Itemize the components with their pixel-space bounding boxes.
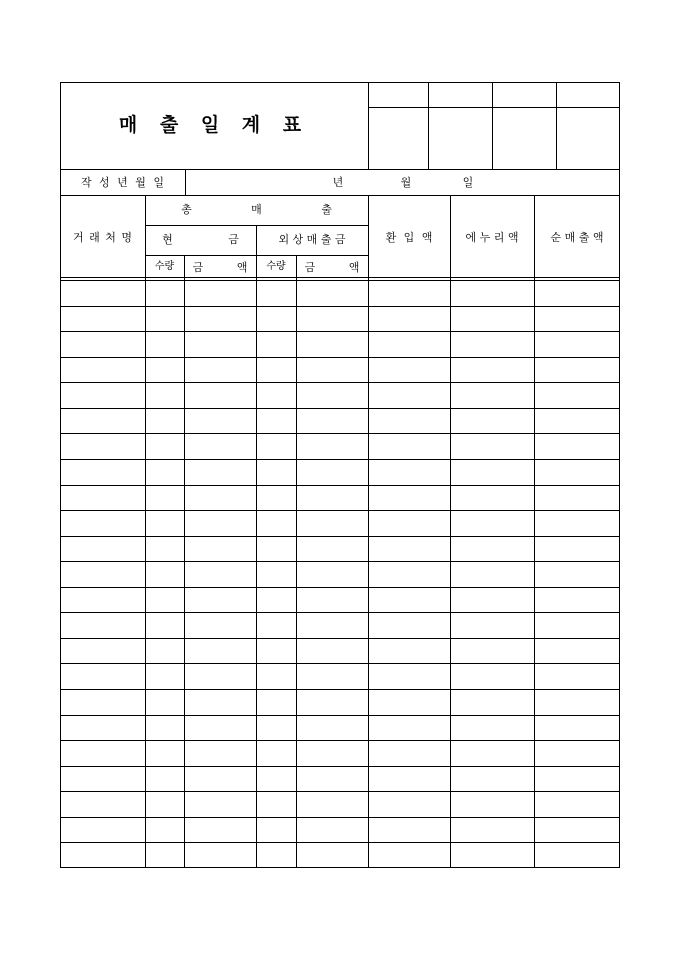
row-cell-returns[interactable] xyxy=(369,562,450,587)
row-cell-allowances[interactable] xyxy=(451,818,534,843)
row-cell-allowances[interactable] xyxy=(451,690,534,715)
row-cell-qty-cash[interactable] xyxy=(146,716,184,741)
approval-label-cell-2[interactable] xyxy=(429,82,491,107)
row-cell-returns[interactable] xyxy=(369,332,450,357)
row-cell-amount-cash[interactable] xyxy=(185,792,256,817)
row-cell-allowances[interactable] xyxy=(451,383,534,408)
row-cell-returns[interactable] xyxy=(369,741,450,766)
date-label: 작 성 년 월 일 xyxy=(80,176,165,189)
row-cell-amount-credit[interactable] xyxy=(297,409,368,434)
row-cell-amount-credit[interactable] xyxy=(297,332,368,357)
row-cell-client[interactable] xyxy=(61,664,145,689)
row-cell-client[interactable] xyxy=(61,460,145,485)
row-cell-amount-cash[interactable] xyxy=(185,537,256,562)
row-cell-amount-cash[interactable] xyxy=(185,281,256,306)
row-cell-qty-credit[interactable] xyxy=(257,792,296,817)
row-cell-net-sales[interactable] xyxy=(535,307,620,332)
row-cell-returns[interactable] xyxy=(369,818,450,843)
row-cell-returns[interactable] xyxy=(369,307,450,332)
row-cell-qty-credit[interactable] xyxy=(257,664,296,689)
row-cell-returns[interactable] xyxy=(369,664,450,689)
row-cell-allowances[interactable] xyxy=(451,358,534,383)
row-cell-client[interactable] xyxy=(61,588,145,613)
row-cell-net-sales[interactable] xyxy=(535,741,620,766)
row-cell-qty-cash[interactable] xyxy=(146,562,184,587)
row-cell-amount-credit[interactable] xyxy=(297,792,368,817)
row-cell-amount-credit[interactable] xyxy=(297,588,368,613)
row-cell-amount-credit[interactable] xyxy=(297,843,368,868)
row-cell-client[interactable] xyxy=(61,332,145,357)
row-cell-client[interactable] xyxy=(61,434,145,459)
row-cell-returns[interactable] xyxy=(369,639,450,664)
row-cell-net-sales[interactable] xyxy=(535,332,620,357)
row-cell-qty-credit[interactable] xyxy=(257,588,296,613)
row-cell-qty-cash[interactable] xyxy=(146,460,184,485)
approval-sign-cell-4[interactable] xyxy=(557,108,619,168)
row-cell-net-sales[interactable] xyxy=(535,664,620,689)
row-cell-allowances[interactable] xyxy=(451,486,534,511)
row-cell-allowances[interactable] xyxy=(451,716,534,741)
row-cell-allowances[interactable] xyxy=(451,588,534,613)
row-cell-amount-cash[interactable] xyxy=(185,332,256,357)
header-credit-sales: 외 상 매 출 금 xyxy=(278,233,346,246)
row-cell-qty-credit[interactable] xyxy=(257,843,296,868)
row-cell-amount-credit[interactable] xyxy=(297,741,368,766)
row-cell-qty-credit[interactable] xyxy=(257,716,296,741)
row-cell-allowances[interactable] xyxy=(451,613,534,638)
row-cell-qty-credit[interactable] xyxy=(257,562,296,587)
row-cell-client[interactable] xyxy=(61,307,145,332)
row-cell-amount-cash[interactable] xyxy=(185,409,256,434)
row-cell-qty-credit[interactable] xyxy=(257,818,296,843)
sales-daily-report-form xyxy=(60,82,620,868)
row-cell-amount-cash[interactable] xyxy=(185,307,256,332)
row-cell-returns[interactable] xyxy=(369,716,450,741)
row-cell-net-sales[interactable] xyxy=(535,613,620,638)
row-cell-amount-credit[interactable] xyxy=(297,537,368,562)
date-day-unit: 일 xyxy=(462,176,474,189)
row-cell-net-sales[interactable] xyxy=(535,383,620,408)
row-cell-allowances[interactable] xyxy=(451,664,534,689)
row-cell-qty-credit[interactable] xyxy=(257,460,296,485)
row-cell-client[interactable] xyxy=(61,716,145,741)
row-cell-amount-credit[interactable] xyxy=(297,281,368,306)
row-cell-returns[interactable] xyxy=(369,281,450,306)
row-cell-net-sales[interactable] xyxy=(535,537,620,562)
row-cell-allowances[interactable] xyxy=(451,434,534,459)
row-cell-amount-cash[interactable] xyxy=(185,358,256,383)
row-cell-allowances[interactable] xyxy=(451,639,534,664)
total-sales-underline xyxy=(145,225,368,226)
row-cell-allowances[interactable] xyxy=(451,460,534,485)
row-cell-amount-cash[interactable] xyxy=(185,664,256,689)
row-cell-returns[interactable] xyxy=(369,511,450,536)
row-cell-net-sales[interactable] xyxy=(535,716,620,741)
row-cell-net-sales[interactable] xyxy=(535,434,620,459)
approval-label-cell-3[interactable] xyxy=(493,82,555,107)
cash-credit-underline xyxy=(145,255,368,256)
row-cell-qty-cash[interactable] xyxy=(146,537,184,562)
approval-sign-cell-3[interactable] xyxy=(493,108,555,168)
row-cell-allowances[interactable] xyxy=(451,741,534,766)
row-cell-client[interactable] xyxy=(61,511,145,536)
row-cell-qty-cash[interactable] xyxy=(146,843,184,868)
row-cell-client[interactable] xyxy=(61,792,145,817)
header-amount-credit: 금 액 xyxy=(304,261,360,274)
row-cell-allowances[interactable] xyxy=(451,332,534,357)
row-cell-allowances[interactable] xyxy=(451,281,534,306)
row-cell-client[interactable] xyxy=(61,639,145,664)
row-cell-net-sales[interactable] xyxy=(535,358,620,383)
row-cell-amount-credit[interactable] xyxy=(297,511,368,536)
row-cell-amount-cash[interactable] xyxy=(185,843,256,868)
row-cell-amount-credit[interactable] xyxy=(297,358,368,383)
header-qty-credit: 수량 xyxy=(266,261,286,272)
row-cell-qty-cash[interactable] xyxy=(146,486,184,511)
row-cell-net-sales[interactable] xyxy=(535,690,620,715)
row-cell-allowances[interactable] xyxy=(451,307,534,332)
row-cell-client[interactable] xyxy=(61,281,145,306)
row-cell-qty-cash[interactable] xyxy=(146,588,184,613)
header-bottom-line-1 xyxy=(60,277,620,278)
row-cell-client[interactable] xyxy=(61,409,145,434)
row-cell-returns[interactable] xyxy=(369,537,450,562)
row-cell-returns[interactable] xyxy=(369,409,450,434)
row-cell-qty-cash[interactable] xyxy=(146,281,184,306)
row-cell-returns[interactable] xyxy=(369,690,450,715)
row-cell-amount-cash[interactable] xyxy=(185,818,256,843)
row-cell-amount-credit[interactable] xyxy=(297,562,368,587)
row-cell-amount-credit[interactable] xyxy=(297,613,368,638)
row-cell-net-sales[interactable] xyxy=(535,843,620,868)
row-cell-qty-cash[interactable] xyxy=(146,613,184,638)
row-cell-client[interactable] xyxy=(61,562,145,587)
approval-sign-cell-2[interactable] xyxy=(429,108,491,168)
row-cell-qty-cash[interactable] xyxy=(146,383,184,408)
row-cell-client[interactable] xyxy=(61,741,145,766)
row-cell-amount-cash[interactable] xyxy=(185,639,256,664)
approval-sign-cell-1[interactable] xyxy=(369,108,427,168)
row-cell-qty-cash[interactable] xyxy=(146,511,184,536)
row-cell-net-sales[interactable] xyxy=(535,562,620,587)
date-year-unit: 년 xyxy=(332,176,344,189)
row-cell-client[interactable] xyxy=(61,690,145,715)
row-cell-net-sales[interactable] xyxy=(535,511,620,536)
row-cell-amount-cash[interactable] xyxy=(185,767,256,792)
row-cell-client[interactable] xyxy=(61,818,145,843)
row-cell-qty-credit[interactable] xyxy=(257,332,296,357)
row-cell-qty-credit[interactable] xyxy=(257,409,296,434)
approval-label-cell-4[interactable] xyxy=(557,82,619,107)
header-allowances: 에 누 리 액 xyxy=(465,231,519,244)
row-cell-client[interactable] xyxy=(61,767,145,792)
row-cell-qty-cash[interactable] xyxy=(146,741,184,766)
row-cell-net-sales[interactable] xyxy=(535,792,620,817)
row-cell-amount-cash[interactable] xyxy=(185,460,256,485)
row-cell-client[interactable] xyxy=(61,613,145,638)
row-cell-amount-cash[interactable] xyxy=(185,741,256,766)
row-cell-returns[interactable] xyxy=(369,792,450,817)
row-cell-allowances[interactable] xyxy=(451,562,534,587)
row-cell-net-sales[interactable] xyxy=(535,409,620,434)
row-cell-allowances[interactable] xyxy=(451,792,534,817)
row-cell-returns[interactable] xyxy=(369,613,450,638)
row-cell-amount-cash[interactable] xyxy=(185,486,256,511)
row-cell-amount-credit[interactable] xyxy=(297,818,368,843)
row-cell-returns[interactable] xyxy=(369,588,450,613)
row-cell-qty-credit[interactable] xyxy=(257,741,296,766)
row-cell-amount-credit[interactable] xyxy=(297,639,368,664)
row-cell-amount-cash[interactable] xyxy=(185,562,256,587)
row-cell-returns[interactable] xyxy=(369,486,450,511)
row-cell-amount-cash[interactable] xyxy=(185,588,256,613)
row-cell-returns[interactable] xyxy=(369,843,450,868)
row-cell-net-sales[interactable] xyxy=(535,281,620,306)
row-cell-net-sales[interactable] xyxy=(535,588,620,613)
row-cell-returns[interactable] xyxy=(369,358,450,383)
row-cell-amount-credit[interactable] xyxy=(297,383,368,408)
row-cell-qty-cash[interactable] xyxy=(146,690,184,715)
approval-label-cell-1[interactable] xyxy=(369,82,427,107)
row-cell-amount-cash[interactable] xyxy=(185,690,256,715)
row-cell-allowances[interactable] xyxy=(451,511,534,536)
form-title: 매 출 일 계 표 xyxy=(118,114,310,136)
row-cell-amount-credit[interactable] xyxy=(297,690,368,715)
row-cell-client[interactable] xyxy=(61,358,145,383)
row-cell-allowances[interactable] xyxy=(451,537,534,562)
row-cell-client[interactable] xyxy=(61,486,145,511)
row-cell-amount-credit[interactable] xyxy=(297,486,368,511)
row-cell-qty-credit[interactable] xyxy=(257,537,296,562)
row-cell-client[interactable] xyxy=(61,537,145,562)
row-cell-returns[interactable] xyxy=(369,434,450,459)
row-cell-qty-cash[interactable] xyxy=(146,639,184,664)
row-cell-qty-credit[interactable] xyxy=(257,690,296,715)
row-cell-qty-cash[interactable] xyxy=(146,792,184,817)
row-cell-amount-cash[interactable] xyxy=(185,511,256,536)
row-cell-net-sales[interactable] xyxy=(535,639,620,664)
row-cell-amount-credit[interactable] xyxy=(297,664,368,689)
row-cell-allowances[interactable] xyxy=(451,409,534,434)
row-cell-qty-cash[interactable] xyxy=(146,818,184,843)
row-cell-qty-cash[interactable] xyxy=(146,307,184,332)
row-cell-client[interactable] xyxy=(61,843,145,868)
row-cell-qty-credit[interactable] xyxy=(257,486,296,511)
row-cell-net-sales[interactable] xyxy=(535,818,620,843)
row-cell-qty-cash[interactable] xyxy=(146,358,184,383)
row-cell-returns[interactable] xyxy=(369,767,450,792)
header-qty-cash: 수량 xyxy=(154,261,175,272)
date-input-area[interactable] xyxy=(186,170,619,195)
row-cell-qty-cash[interactable] xyxy=(146,767,184,792)
row-cell-qty-credit[interactable] xyxy=(257,639,296,664)
row-cell-qty-credit[interactable] xyxy=(257,383,296,408)
row-cell-qty-cash[interactable] xyxy=(146,409,184,434)
row-cell-qty-credit[interactable] xyxy=(257,613,296,638)
row-cell-qty-credit[interactable] xyxy=(257,281,296,306)
row-cell-amount-credit[interactable] xyxy=(297,307,368,332)
row-cell-qty-credit[interactable] xyxy=(257,434,296,459)
row-cell-qty-credit[interactable] xyxy=(257,307,296,332)
row-cell-amount-cash[interactable] xyxy=(185,716,256,741)
header-returns: 환 입 액 xyxy=(385,231,433,244)
row-cell-returns[interactable] xyxy=(369,383,450,408)
row-cell-qty-credit[interactable] xyxy=(257,767,296,792)
row-cell-qty-cash[interactable] xyxy=(146,434,184,459)
row-cell-allowances[interactable] xyxy=(451,843,534,868)
row-cell-net-sales[interactable] xyxy=(535,486,620,511)
header-cash: 현 금 xyxy=(162,233,239,246)
date-row-bottom-line xyxy=(60,195,620,196)
row-cell-amount-credit[interactable] xyxy=(297,434,368,459)
row-cell-amount-credit[interactable] xyxy=(297,460,368,485)
row-cell-amount-cash[interactable] xyxy=(185,383,256,408)
row-cell-qty-cash[interactable] xyxy=(146,332,184,357)
header-net-sales: 순 매 출 액 xyxy=(550,231,604,244)
row-cell-amount-credit[interactable] xyxy=(297,716,368,741)
row-cell-net-sales[interactable] xyxy=(535,767,620,792)
row-cell-amount-cash[interactable] xyxy=(185,434,256,459)
row-cell-returns[interactable] xyxy=(369,460,450,485)
header-amount-cash: 금 액 xyxy=(192,261,248,274)
row-cell-amount-cash[interactable] xyxy=(185,613,256,638)
row-cell-client[interactable] xyxy=(61,383,145,408)
header-client: 거 래 처 명 xyxy=(73,231,132,244)
row-cell-allowances[interactable] xyxy=(451,767,534,792)
header-total-sales: 총 매 출 xyxy=(181,203,332,216)
date-month-unit: 월 xyxy=(400,176,412,189)
row-cell-net-sales[interactable] xyxy=(535,460,620,485)
row-cell-qty-cash[interactable] xyxy=(146,664,184,689)
row-cell-qty-credit[interactable] xyxy=(257,358,296,383)
row-cell-amount-credit[interactable] xyxy=(297,767,368,792)
row-cell-qty-credit[interactable] xyxy=(257,511,296,536)
